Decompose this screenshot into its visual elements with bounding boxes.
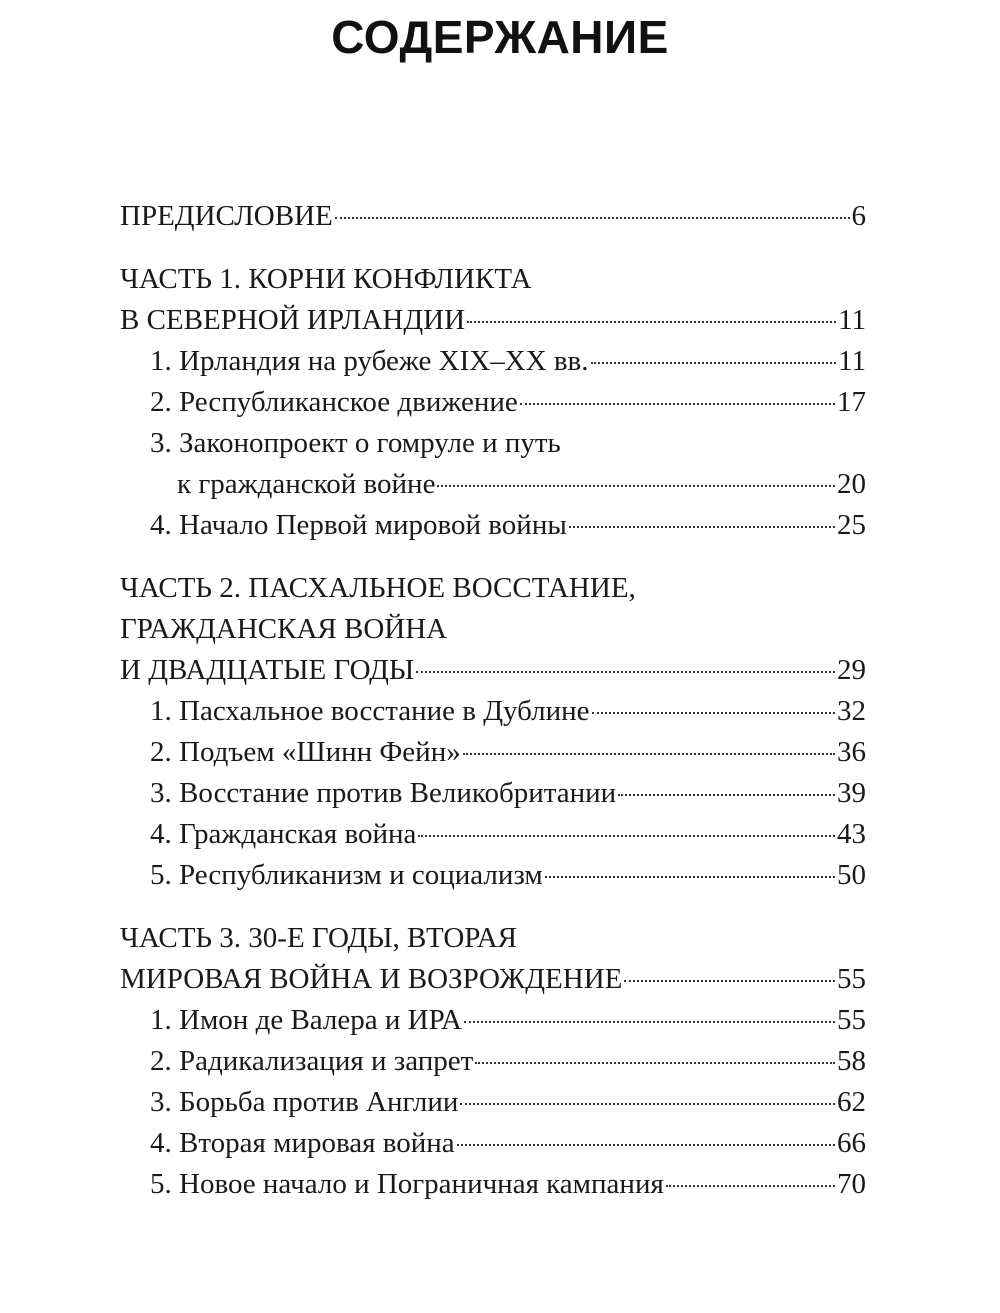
toc-entry-label: 5. Республиканизм и социализм — [150, 859, 543, 891]
dot-leader — [618, 794, 835, 796]
dot-leader — [666, 1185, 835, 1187]
dot-leader — [460, 1103, 835, 1105]
toc-entry[interactable] — [120, 773, 866, 814]
toc-entry-part-1[interactable] — [120, 300, 866, 341]
dot-leader — [592, 712, 835, 714]
toc-entry-preface[interactable] — [120, 196, 866, 237]
toc-page-number: 50 — [837, 859, 866, 891]
dot-leader — [475, 1062, 835, 1064]
toc-entry[interactable] — [120, 1000, 866, 1041]
toc-entry-label: 4. Начало Первой мировой войны — [150, 509, 567, 541]
dot-leader — [463, 753, 835, 755]
toc-entry-part-2[interactable] — [120, 650, 866, 691]
toc-page-number: 17 — [837, 386, 866, 418]
toc-entry-label: 4. Гражданская война — [150, 818, 417, 850]
toc-entry-label: 1. Ирландия на рубеже XIX–XX вв. — [150, 345, 589, 377]
toc-part-label: ГРАЖДАНСКАЯ ВОЙНА — [120, 613, 448, 645]
toc-page-number: 43 — [837, 818, 866, 850]
toc-page-number: 29 — [837, 654, 866, 686]
toc-page-number: 70 — [837, 1168, 866, 1200]
toc-page-number: 55 — [837, 963, 866, 995]
section-gap — [120, 237, 866, 259]
toc-entry-label: 1. Пасхальное восстание в Дублине — [150, 695, 590, 727]
dot-leader — [418, 835, 835, 837]
toc-page-number: 32 — [837, 695, 866, 727]
dot-leader — [591, 362, 837, 364]
toc-page-number: 66 — [837, 1127, 866, 1159]
toc-part-label: В СЕВЕРНОЙ ИРЛАНДИИ — [120, 304, 466, 336]
dot-leader — [545, 876, 835, 878]
toc-page-number: 58 — [837, 1045, 866, 1077]
toc-page-number: 11 — [838, 345, 866, 377]
toc-entry[interactable] — [120, 341, 866, 382]
toc-entry[interactable] — [120, 814, 866, 855]
toc-part-label: ЧАСТЬ 2. ПАСХАЛЬНОЕ ВОССТАНИЕ, — [120, 572, 636, 604]
toc-entry[interactable] — [120, 691, 866, 732]
section-gap — [120, 546, 866, 568]
toc-part-label: ЧАСТЬ 1. КОРНИ КОНФЛИКТА — [120, 263, 532, 295]
toc-entry-label: ПРЕДИСЛОВИЕ — [120, 200, 333, 232]
toc-entry[interactable] — [120, 1082, 866, 1123]
toc-part-heading — [120, 568, 866, 609]
dot-leader — [624, 980, 835, 982]
toc-part-heading — [120, 609, 866, 650]
toc-page-number: 11 — [838, 304, 866, 336]
toc-entry[interactable] — [120, 505, 866, 546]
dot-leader — [437, 485, 835, 487]
section-gap — [120, 896, 866, 918]
toc-page-number: 25 — [837, 509, 866, 541]
dot-leader — [520, 403, 835, 405]
toc-part-label: ЧАСТЬ 3. 30-Е ГОДЫ, ВТОРАЯ — [120, 922, 517, 954]
toc-entry-label: 3. Борьба против Англии — [150, 1086, 459, 1118]
toc-page-number: 6 — [851, 200, 866, 232]
toc-page-number: 62 — [837, 1086, 866, 1118]
toc-page-number: 36 — [837, 736, 866, 768]
toc-entry-label: к гражданской войне — [177, 468, 436, 500]
toc-part-heading — [120, 259, 866, 300]
toc-entry[interactable] — [120, 382, 866, 423]
dot-leader — [457, 1144, 835, 1146]
toc-entry-continued — [120, 423, 866, 464]
dot-leader — [464, 1021, 835, 1023]
toc-entry[interactable] — [120, 1164, 866, 1205]
toc-entry-label: 1. Имон де Валера и ИРА — [150, 1004, 462, 1036]
toc-entry-label: 2. Радикализация и запрет — [150, 1045, 474, 1077]
toc-page-number: 20 — [837, 468, 866, 500]
page-title: СОДЕРЖАНИЕ — [331, 11, 669, 63]
toc-entry-label: 5. Новое начало и Пограничная кампания — [150, 1168, 664, 1200]
toc-entry-label: 2. Республиканское движение — [150, 386, 518, 418]
dot-leader — [416, 671, 835, 673]
toc-part-heading — [120, 918, 866, 959]
toc-entry[interactable] — [120, 855, 866, 896]
toc-page-number: 39 — [837, 777, 866, 809]
toc-entry[interactable] — [120, 1123, 866, 1164]
toc-part-label: МИРОВАЯ ВОЙНА И ВОЗРОЖДЕНИЕ — [120, 963, 623, 995]
toc-entry-label: 3. Восстание против Великобритании — [150, 777, 617, 809]
table-of-contents — [120, 196, 866, 1205]
toc-entry-label: 3. Законопроект о гомруле и путь — [150, 427, 561, 459]
dot-leader — [569, 526, 835, 528]
toc-entry[interactable] — [120, 732, 866, 773]
toc-entry[interactable] — [120, 1041, 866, 1082]
toc-part-label: И ДВАДЦАТЫЕ ГОДЫ — [120, 654, 415, 686]
toc-entry-label: 4. Вторая мировая война — [150, 1127, 455, 1159]
toc-page-number: 55 — [837, 1004, 866, 1036]
toc-entry-label: 2. Подъем «Шинн Фейн» — [150, 736, 461, 768]
toc-entry[interactable] — [120, 464, 866, 505]
toc-entry-part-3[interactable] — [120, 959, 866, 1000]
dot-leader — [335, 217, 850, 219]
dot-leader — [467, 321, 836, 323]
